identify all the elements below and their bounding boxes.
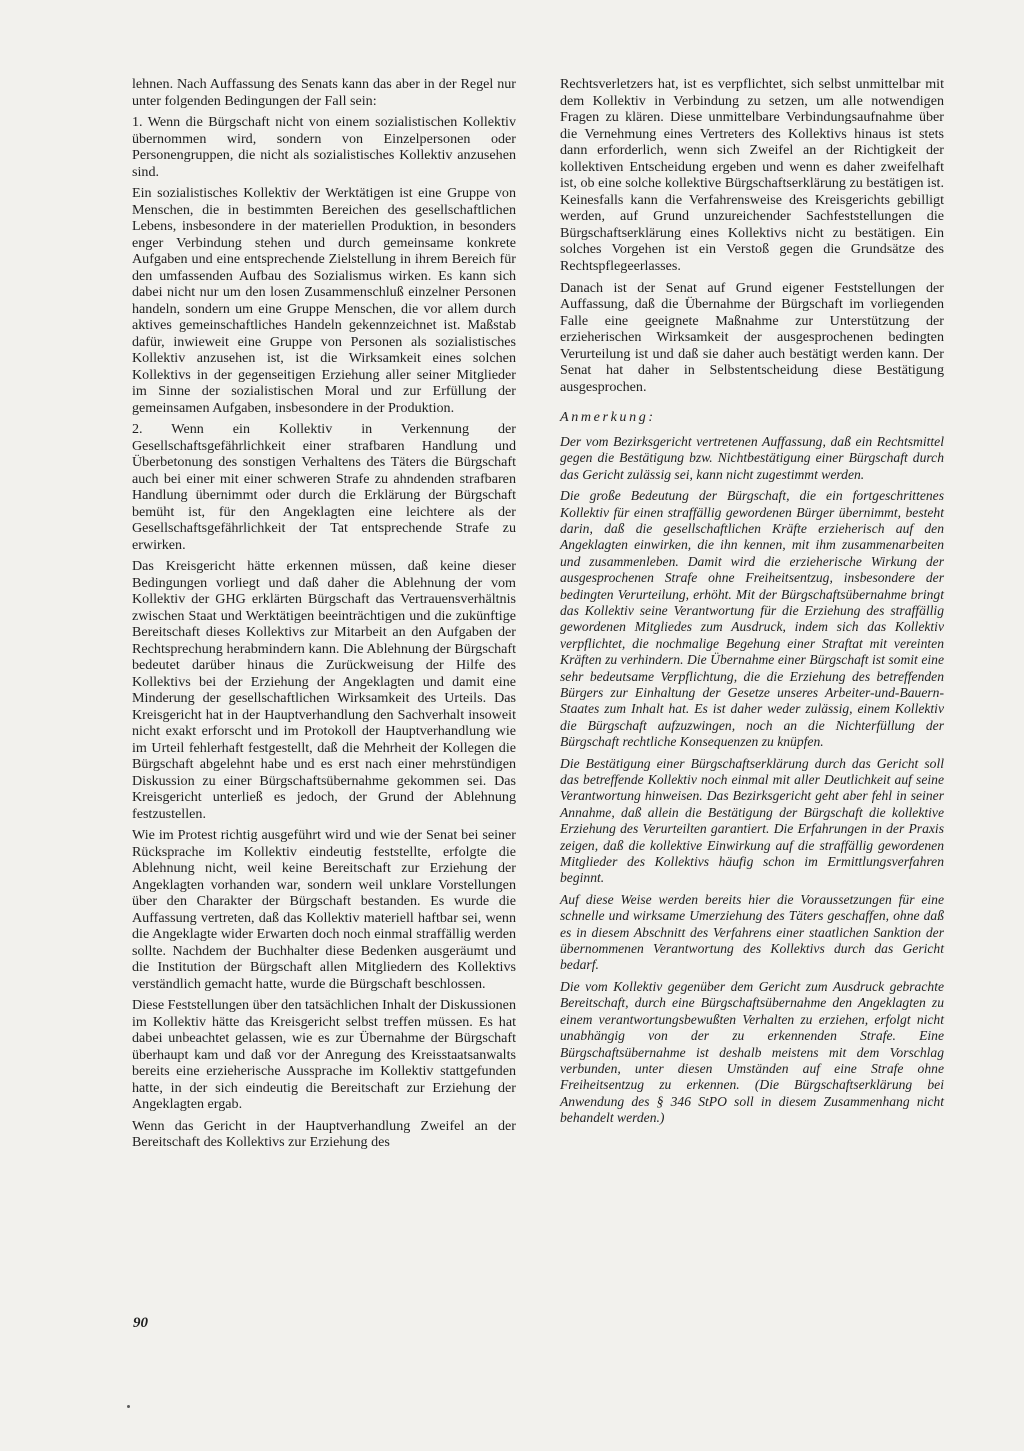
page-number: 90 xyxy=(133,1315,148,1331)
body-paragraph: Diese Feststellungen über den tatsächlichen Inhalt der Diskussionen im Kollektiv hätte das Kreisgericht selbst treffen müssen. Es hat dabei unbeachtet gelassen, wie es zur Übernahme der Bürgschaft überhaupt kam und daß vor der Anregung des Kreisstaatsanwalts bereits eine erzieherische Aussprache im Kollektiv stattgefunden hatte, in der sich eindeutig die Bereitschaft zur Erziehung der Angeklagten ergab. xyxy=(132,997,516,1112)
annotation-paragraph: Auf diese Weise werden bereits hier die Voraussetzungen für eine schnelle und wirksame Umerziehung des Täters geschaffen, ohne daß es in diesem Abschnitt des Verfahrens einer staatlichen Sanktion der übernommenen Verantwortung des Kollektivs durch das Gericht bedarf. xyxy=(560,891,944,973)
right-column xyxy=(560,76,944,1132)
scan-speck xyxy=(127,1405,130,1408)
body-paragraph: Danach ist der Senat auf Grund eigener Feststellungen der Auffassung, daß die Übernahme der Bürgschaft im vorliegenden Falle eine geeignete Maßnahme zur Unterstützung der erzieherischen Wirksamkeit der ausgesprochenen bedingten Verurteilung ist und daß sie daher auch bestätigt werden kann. Der Senat hat daher in Selbstentscheidung diese Bestätigung ausgesprochen. xyxy=(560,279,944,395)
annotation-heading: Anmerkung: xyxy=(560,409,656,426)
body-paragraph: Ein sozialistisches Kollektiv der Werktätigen ist eine Gruppe von Menschen, die in bestimmten Bereichen des gesellschaftlichen Lebens, insbesondere in der materiellen Produktion, in besonders enger Verbindung stehen und durch gemeinsame konkrete Aufgaben und eine entsprechende Zielstellung in ihrem Bereich für den umfassenden Aufbau des Sozialismus wirken. Es kann sich dabei nicht nur um den losen Zusammenschluß einzelner Personen handeln, sondern um eine Gruppe Menschen, die vor allem durch aktives gemeinschaftliches Handeln gekennzeichnet ist. Maßstab dafür, inwieweit eine Gruppe von Personen als sozialistisches Kollektiv anzusehen ist, ist die Wirksamkeit eines solchen Kollektivs in der gegenseitigen Erziehung aller seiner Mitglieder im Sinne der sozialistischen Moral und zur Erfüllung der gemeinsamen Aufgaben, insbesondere in der Produktion. xyxy=(132,185,516,416)
body-paragraph: 2. Wenn ein Kollektiv in Verkennung der Gesellschaftsgefährlichkeit einer strafbaren Handlung und Überbetonung des sonstigen Verhaltens des Täters die Bürgschaft auch bei einer mit einer schweren Strafe zu ahndenden strafbaren Handlung übernimmt oder durch die Erklärung der Bürgschaft bemüht ist, für den Angeklagten eine leichtere als der Gesellschaftsgefährlichkeit der Tat entsprechende Strafe zu erwirken. xyxy=(132,421,516,553)
annotation-paragraph: Die Bestätigung einer Bürgschaftserklärung durch das Gericht soll das betreffende Kollektiv noch einmal mit aller Deutlichkeit auf seine Verantwortung hinweisen. Das Bezirksgericht geht aber fehl in seiner Annahme, daß allein die Bestätigung der Bürgschaft die kollektive Erziehung des Verurteilten garantiert. Die Erfahrungen in der Praxis zeigen, daß die kollektive Einwirkung auf die straffällig gewordenen Mitglieder des Kollektivs häufig schon im Ermittlungsverfahren beginnt. xyxy=(560,755,944,886)
body-paragraph: Das Kreisgericht hätte erkennen müssen, daß keine dieser Bedingungen vorliegt und daß daher die Ablehnung der vom Kollektiv der GHG erklärten Bürgschaft das Vertrauensverhältnis zwischen Staat und Werktätigen beeinträchtigen und die zukünftige Bereitschaft dieses Kollektivs zur Mitarbeit an den Aufgaben der Rechtsprechung herabmindern kann. Die Ablehnung der Bürgschaft bedeutet darüber hinaus die Zurückweisung der Hilfe des Kollektivs bei der Erziehung der Angeklagten und damit eine Minderung der gesellschaftlichen Wirksamkeit des Urteils. Das Kreisgericht hat in der Hauptverhandlung den Sachverhalt insoweit nicht exakt erforscht und im Protokoll der Hauptverhandlung wie im Urteil fehlerhaft festgestellt, daß die Mehrheit der Kollegen die Bürgschaft abgelehnt habe und es erst nach einer mehrstündigen Diskussion zu einer Bürgschaftsübernahme gekommen sei. Das Kreisgericht unterließ es jedoch, der Grund der Ablehnung festzustellen. xyxy=(132,558,516,822)
body-paragraph: Wie im Protest richtig ausgeführt wird und wie der Senat bei seiner Rücksprache im Kollektiv eindeutig feststellte, erfolgte die Ablehnung nicht, weil keine Bereitschaft zur Erziehung der Angeklagten vorhanden war, sondern weil unklare Vorstellungen über den Charakter der Bürgschaft bestanden. Es wurde die Auffassung vertreten, daß das Kollektiv materiell haftbar sei, wenn die Angeklagte wider Erwarten doch noch einmal straffällig werden sollte. Nachdem der Buchhalter diese Bedenken ausgeräumt und die Institution der Bürgschaft allen Mitgliedern des Kollektivs verständlich gemacht hatte, wurde die Bürgschaft beschlossen. xyxy=(132,827,516,992)
annotation-paragraph: Die vom Kollektiv gegenüber dem Gericht zum Ausdruck gebrachte Bereitschaft, durch eine Bürgschaftsübernahme den Angeklagten zu einem verantwortungsbewußten Verhalten zu erziehen, erfolgt nicht unabhängig von der zu erkennenden Strafe. Eine Bürgschaftsübernahme ist deshalb meistens mit dem Vorschlag verbunden, unter diesen Umständen auf eine Strafe ohne Freiheitsentzug zu erkennen. (Die Bürgschaftserklärung bei Anwendung des § 346 StPO soll in diesem Zusammenhang nicht behandelt werden.) xyxy=(560,978,944,1126)
body-paragraph: Wenn das Gericht in der Hauptverhandlung Zweifel an der Bereitschaft des Kollektivs zur Erziehung des xyxy=(132,1117,516,1150)
body-paragraph: Rechtsverletzers hat, ist es verpflichtet, sich selbst unmittelbar mit dem Kollektiv in Verbindung zu setzen, um alle notwendigen Fragen zu klären. Diese unmittelbare Verbindungsaufnahme über die Vernehmung eines Vertreters des Kollektivs hinaus ist stets dann erforderlich, wenn sich Zweifel an der Richtigkeit der kollektiven Entscheidung ergeben und wenn es daher zweifelhaft ist, ob eine solche kollektive Bürgschaftserklärung zu bestätigen ist. Keinesfalls kann die Verfahrensweise des Kreisgerichts gebilligt werden, auf Grund unzureichender Sachfeststellungen die Bürgschaftserklärung eines Kollektivs nicht zu bestätigen. Ein solches Vorgehen ist ein Verstoß gegen die Grundsätze des Rechtspflegeerlasses. xyxy=(560,76,944,275)
annotation-paragraph: Der vom Bezirksgericht vertretenen Auffassung, daß ein Rechtsmittel gegen die Bestätigung bzw. Nichtbestätigung einer Bürgschaft durch das Gericht zulässig sei, kann nicht zugestimmt werden. xyxy=(560,433,944,482)
body-paragraph: lehnen. Nach Auffassung des Senats kann das aber in der Regel nur unter folgenden Bedingungen der Fall sein: xyxy=(132,76,516,109)
annotation-paragraph: Die große Bedeutung der Bürgschaft, die ein fortgeschrittenes Kollektiv für einen straffällig gewordenen Bürger übernimmt, besteht darin, daß die gesellschaftlichen Kräfte erzieherisch auf den Angeklagten einwirken, die ihn kennen, mit ihm zusammenarbeiten und zusammenleben. Damit wird die erzieherische Wirkung der ausgesprochenen Strafe ohne Freiheitsentzug, insbesondere der bedingten Verurteilung, erhöht. Mit der Bürgschaftsübernahme bringt das Kollektiv seine Verantwortung für die Erziehung des straffällig gewordenen Mitgliedes zum Ausdruck, indem sich das Kollektiv verpflichtet, die nochmalige Begehung einer Straftat mit vereinten Kräften zu verhindern. Die Übernahme einer Bürgschaft ist somit eine sehr bedeutsame Verpflichtung, die die Erziehung des betreffenden Bürgers zur Einhaltung der Gesetze unseres Arbeiter-und-Bauern-Staates zum Inhalt hat. Es ist daher weder zulässig, einem Kollektiv die Bürgschaft aufzuzwingen, noch an die Nichterfüllung der Bürgschaft rechtliche Konsequenzen zu knüpfen. xyxy=(560,488,944,750)
body-paragraph: 1. Wenn die Bürgschaft nicht von einem sozialistischen Kollektiv übernommen wird, sondern von Einzelpersonen oder Personengruppen, die nicht als sozialistisches Kollektiv anzusehen sind. xyxy=(132,114,516,180)
left-column xyxy=(132,76,516,1156)
